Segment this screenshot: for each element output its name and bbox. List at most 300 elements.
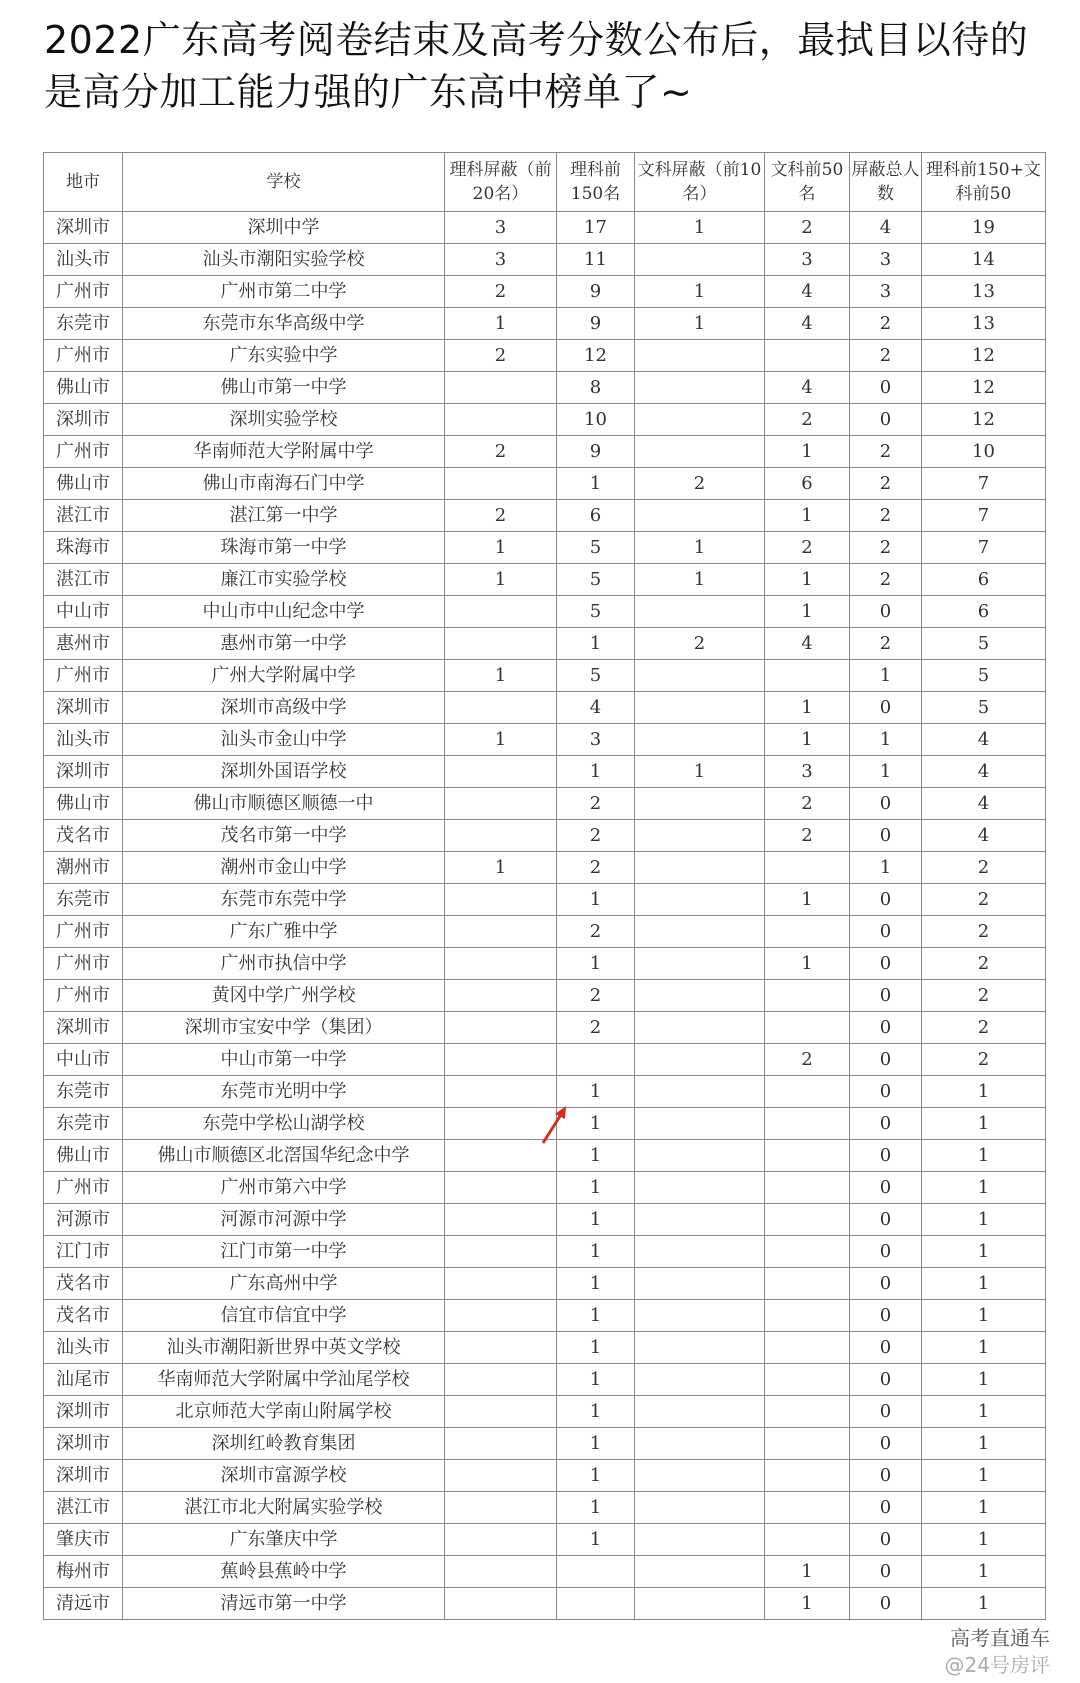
cell-combined-total: 1 bbox=[922, 1076, 1046, 1108]
table-row bbox=[44, 244, 1046, 276]
cell-sci-shielded bbox=[445, 1012, 557, 1044]
cell-shielded-total: 0 bbox=[850, 372, 922, 404]
cell-arts-top50: 1 bbox=[765, 884, 850, 916]
cell-school: 湛江第一中学 bbox=[123, 500, 445, 532]
cell-school: 佛山市顺德区北滘国华纪念中学 bbox=[123, 1140, 445, 1172]
cell-sci-shielded bbox=[445, 1428, 557, 1460]
cell-shielded-total: 0 bbox=[850, 404, 922, 436]
cell-sci-shielded bbox=[445, 884, 557, 916]
cell-arts-top50 bbox=[765, 980, 850, 1012]
cell-sci-shielded bbox=[445, 1332, 557, 1364]
cell-arts-shielded bbox=[635, 1268, 765, 1300]
cell-shielded-total: 2 bbox=[850, 340, 922, 372]
table-row bbox=[44, 1044, 1046, 1076]
cell-shielded-total: 0 bbox=[850, 1364, 922, 1396]
school-ranking-table bbox=[43, 152, 1046, 1620]
cell-shielded-total: 0 bbox=[850, 1044, 922, 1076]
cell-combined-total: 1 bbox=[922, 1460, 1046, 1492]
cell-school: 黄冈中学广州学校 bbox=[123, 980, 445, 1012]
cell-sci-shielded bbox=[445, 1556, 557, 1588]
table-row bbox=[44, 1204, 1046, 1236]
cell-sci-top150: 3 bbox=[557, 724, 635, 756]
cell-school: 中山市中山纪念中学 bbox=[123, 596, 445, 628]
cell-arts-top50: 1 bbox=[765, 1556, 850, 1588]
cell-sci-shielded bbox=[445, 1268, 557, 1300]
cell-city: 佛山市 bbox=[44, 1140, 123, 1172]
cell-sci-shielded: 2 bbox=[445, 340, 557, 372]
cell-combined-total: 1 bbox=[922, 1140, 1046, 1172]
cell-arts-top50 bbox=[765, 1140, 850, 1172]
cell-city: 汕头市 bbox=[44, 244, 123, 276]
cell-arts-top50: 1 bbox=[765, 436, 850, 468]
cell-school: 佛山市顺德区顺德一中 bbox=[123, 788, 445, 820]
cell-arts-shielded bbox=[635, 1108, 765, 1140]
cell-shielded-total: 0 bbox=[850, 1172, 922, 1204]
cell-shielded-total: 0 bbox=[850, 1492, 922, 1524]
cell-combined-total: 2 bbox=[922, 980, 1046, 1012]
cell-sci-shielded bbox=[445, 788, 557, 820]
cell-arts-top50 bbox=[765, 660, 850, 692]
cell-sci-top150: 1 bbox=[557, 1076, 635, 1108]
cell-combined-total: 1 bbox=[922, 1396, 1046, 1428]
cell-sci-top150: 17 bbox=[557, 212, 635, 244]
cell-school: 深圳红岭教育集团 bbox=[123, 1428, 445, 1460]
table-row bbox=[44, 1588, 1046, 1620]
table-row bbox=[44, 1012, 1046, 1044]
cell-combined-total: 1 bbox=[922, 1588, 1046, 1620]
cell-school: 信宜市信宜中学 bbox=[123, 1300, 445, 1332]
cell-arts-top50: 1 bbox=[765, 564, 850, 596]
cell-arts-top50: 3 bbox=[765, 244, 850, 276]
cell-arts-top50: 4 bbox=[765, 628, 850, 660]
header-sci-top150: 理科前150名 bbox=[557, 153, 635, 212]
table-row bbox=[44, 276, 1046, 308]
cell-city: 广州市 bbox=[44, 660, 123, 692]
cell-combined-total: 1 bbox=[922, 1524, 1046, 1556]
cell-school: 东莞市光明中学 bbox=[123, 1076, 445, 1108]
cell-arts-top50: 6 bbox=[765, 468, 850, 500]
cell-shielded-total: 0 bbox=[850, 820, 922, 852]
cell-sci-top150: 5 bbox=[557, 564, 635, 596]
cell-shielded-total: 2 bbox=[850, 628, 922, 660]
cell-sci-top150 bbox=[557, 1044, 635, 1076]
cell-arts-top50: 1 bbox=[765, 1588, 850, 1620]
table-row bbox=[44, 1524, 1046, 1556]
cell-shielded-total: 0 bbox=[850, 788, 922, 820]
cell-city: 深圳市 bbox=[44, 1460, 123, 1492]
cell-sci-shielded bbox=[445, 1364, 557, 1396]
table-row bbox=[44, 1556, 1046, 1588]
cell-combined-total: 13 bbox=[922, 276, 1046, 308]
cell-arts-top50: 3 bbox=[765, 756, 850, 788]
cell-arts-shielded bbox=[635, 724, 765, 756]
table-row bbox=[44, 596, 1046, 628]
cell-city: 汕头市 bbox=[44, 1332, 123, 1364]
cell-arts-top50: 2 bbox=[765, 532, 850, 564]
cell-combined-total: 1 bbox=[922, 1204, 1046, 1236]
cell-shielded-total: 0 bbox=[850, 1140, 922, 1172]
cell-sci-top150: 6 bbox=[557, 500, 635, 532]
cell-arts-shielded: 1 bbox=[635, 532, 765, 564]
cell-arts-shielded bbox=[635, 596, 765, 628]
cell-sci-shielded bbox=[445, 1300, 557, 1332]
cell-school: 汕头市潮阳新世界中英文学校 bbox=[123, 1332, 445, 1364]
cell-city: 深圳市 bbox=[44, 756, 123, 788]
cell-school: 东莞市东华高级中学 bbox=[123, 308, 445, 340]
cell-school: 深圳中学 bbox=[123, 212, 445, 244]
cell-arts-top50: 1 bbox=[765, 948, 850, 980]
cell-city: 肇庆市 bbox=[44, 1524, 123, 1556]
cell-city: 广州市 bbox=[44, 948, 123, 980]
cell-school: 广东实验中学 bbox=[123, 340, 445, 372]
cell-sci-shielded bbox=[445, 1588, 557, 1620]
cell-city: 广州市 bbox=[44, 980, 123, 1012]
cell-arts-shielded bbox=[635, 884, 765, 916]
header-arts-top50: 文科前50名 bbox=[765, 153, 850, 212]
cell-arts-top50 bbox=[765, 1268, 850, 1300]
cell-shielded-total: 0 bbox=[850, 1588, 922, 1620]
cell-sci-shielded: 1 bbox=[445, 308, 557, 340]
cell-arts-top50 bbox=[765, 1012, 850, 1044]
cell-school: 北京师范大学南山附属学校 bbox=[123, 1396, 445, 1428]
cell-shielded-total: 2 bbox=[850, 564, 922, 596]
cell-combined-total: 6 bbox=[922, 564, 1046, 596]
cell-shielded-total: 1 bbox=[850, 756, 922, 788]
cell-arts-shielded bbox=[635, 1428, 765, 1460]
cell-arts-top50: 2 bbox=[765, 820, 850, 852]
cell-city: 广州市 bbox=[44, 340, 123, 372]
cell-sci-shielded bbox=[445, 1492, 557, 1524]
cell-shielded-total: 0 bbox=[850, 1108, 922, 1140]
cell-arts-shielded: 1 bbox=[635, 276, 765, 308]
cell-shielded-total: 0 bbox=[850, 1012, 922, 1044]
cell-sci-shielded bbox=[445, 692, 557, 724]
cell-arts-shielded: 1 bbox=[635, 308, 765, 340]
cell-arts-shielded bbox=[635, 660, 765, 692]
table-header-row bbox=[44, 153, 1046, 212]
cell-shielded-total: 0 bbox=[850, 1076, 922, 1108]
cell-school: 东莞市东莞中学 bbox=[123, 884, 445, 916]
cell-combined-total: 2 bbox=[922, 852, 1046, 884]
cell-sci-top150: 1 bbox=[557, 1236, 635, 1268]
cell-sci-top150: 2 bbox=[557, 852, 635, 884]
cell-city: 惠州市 bbox=[44, 628, 123, 660]
table-row bbox=[44, 564, 1046, 596]
cell-sci-top150: 2 bbox=[557, 820, 635, 852]
cell-sci-top150: 2 bbox=[557, 788, 635, 820]
cell-sci-top150: 1 bbox=[557, 1396, 635, 1428]
table-row bbox=[44, 820, 1046, 852]
cell-city: 广州市 bbox=[44, 436, 123, 468]
cell-combined-total: 2 bbox=[922, 916, 1046, 948]
watermark-source: 高考直通车 bbox=[950, 1626, 1050, 1650]
cell-sci-top150 bbox=[557, 1556, 635, 1588]
cell-sci-shielded: 1 bbox=[445, 724, 557, 756]
cell-arts-shielded bbox=[635, 820, 765, 852]
cell-shielded-total: 0 bbox=[850, 1524, 922, 1556]
cell-arts-top50 bbox=[765, 916, 850, 948]
cell-shielded-total: 0 bbox=[850, 1428, 922, 1460]
cell-combined-total: 1 bbox=[922, 1332, 1046, 1364]
cell-arts-shielded bbox=[635, 692, 765, 724]
cell-sci-top150: 1 bbox=[557, 1524, 635, 1556]
cell-school: 深圳市高级中学 bbox=[123, 692, 445, 724]
cell-combined-total: 2 bbox=[922, 948, 1046, 980]
cell-shielded-total: 0 bbox=[850, 1300, 922, 1332]
table-row bbox=[44, 1172, 1046, 1204]
cell-city: 梅州市 bbox=[44, 1556, 123, 1588]
cell-city: 湛江市 bbox=[44, 564, 123, 596]
cell-arts-top50 bbox=[765, 340, 850, 372]
cell-combined-total: 1 bbox=[922, 1108, 1046, 1140]
cell-arts-shielded: 1 bbox=[635, 564, 765, 596]
header-sci-shielded: 理科屏蔽（前20名） bbox=[445, 153, 557, 212]
table-row bbox=[44, 1492, 1046, 1524]
cell-school: 惠州市第一中学 bbox=[123, 628, 445, 660]
cell-sci-top150: 1 bbox=[557, 1492, 635, 1524]
table-row bbox=[44, 980, 1046, 1012]
cell-arts-top50: 2 bbox=[765, 788, 850, 820]
cell-combined-total: 4 bbox=[922, 788, 1046, 820]
cell-city: 汕头市 bbox=[44, 724, 123, 756]
table-row bbox=[44, 308, 1046, 340]
cell-arts-shielded bbox=[635, 1492, 765, 1524]
cell-sci-top150: 9 bbox=[557, 276, 635, 308]
cell-sci-top150: 9 bbox=[557, 436, 635, 468]
cell-combined-total: 10 bbox=[922, 436, 1046, 468]
cell-sci-top150: 11 bbox=[557, 244, 635, 276]
cell-sci-shielded: 3 bbox=[445, 244, 557, 276]
cell-sci-shielded: 1 bbox=[445, 532, 557, 564]
cell-sci-top150: 9 bbox=[557, 308, 635, 340]
cell-school: 广州市执信中学 bbox=[123, 948, 445, 980]
cell-arts-top50: 4 bbox=[765, 276, 850, 308]
cell-arts-top50: 1 bbox=[765, 596, 850, 628]
cell-city: 东莞市 bbox=[44, 1108, 123, 1140]
cell-arts-top50: 2 bbox=[765, 404, 850, 436]
header-combined-total: 理科前150+文科前50 bbox=[922, 153, 1046, 212]
cell-school: 廉江市实验学校 bbox=[123, 564, 445, 596]
cell-sci-shielded bbox=[445, 1044, 557, 1076]
cell-sci-top150: 1 bbox=[557, 1364, 635, 1396]
cell-shielded-total: 2 bbox=[850, 468, 922, 500]
cell-shielded-total: 0 bbox=[850, 1236, 922, 1268]
cell-sci-top150: 1 bbox=[557, 1108, 635, 1140]
table-row bbox=[44, 724, 1046, 756]
cell-combined-total: 12 bbox=[922, 340, 1046, 372]
cell-sci-top150: 1 bbox=[557, 884, 635, 916]
table-row bbox=[44, 692, 1046, 724]
cell-arts-top50 bbox=[765, 1428, 850, 1460]
table-row bbox=[44, 788, 1046, 820]
table-row bbox=[44, 500, 1046, 532]
cell-school: 潮州市金山中学 bbox=[123, 852, 445, 884]
cell-sci-top150: 5 bbox=[557, 660, 635, 692]
cell-arts-shielded: 1 bbox=[635, 212, 765, 244]
cell-combined-total: 7 bbox=[922, 468, 1046, 500]
cell-combined-total: 2 bbox=[922, 884, 1046, 916]
cell-city: 深圳市 bbox=[44, 1396, 123, 1428]
cell-shielded-total: 0 bbox=[850, 692, 922, 724]
cell-arts-top50 bbox=[765, 1236, 850, 1268]
cell-school: 广东高州中学 bbox=[123, 1268, 445, 1300]
cell-combined-total: 1 bbox=[922, 1428, 1046, 1460]
cell-sci-top150: 2 bbox=[557, 1012, 635, 1044]
cell-arts-shielded bbox=[635, 1364, 765, 1396]
cell-city: 深圳市 bbox=[44, 1012, 123, 1044]
cell-city: 汕尾市 bbox=[44, 1364, 123, 1396]
cell-city: 佛山市 bbox=[44, 788, 123, 820]
cell-arts-shielded bbox=[635, 1076, 765, 1108]
cell-sci-top150: 12 bbox=[557, 340, 635, 372]
cell-sci-top150: 8 bbox=[557, 372, 635, 404]
cell-city: 茂名市 bbox=[44, 1300, 123, 1332]
cell-city: 深圳市 bbox=[44, 404, 123, 436]
table-row bbox=[44, 532, 1046, 564]
cell-city: 中山市 bbox=[44, 1044, 123, 1076]
cell-arts-shielded bbox=[635, 1556, 765, 1588]
header-city: 地市 bbox=[44, 153, 123, 212]
cell-city: 广州市 bbox=[44, 276, 123, 308]
cell-sci-shielded bbox=[445, 596, 557, 628]
cell-school: 佛山市第一中学 bbox=[123, 372, 445, 404]
cell-combined-total: 1 bbox=[922, 1236, 1046, 1268]
table-row bbox=[44, 852, 1046, 884]
cell-sci-shielded bbox=[445, 756, 557, 788]
cell-school: 广东肇庆中学 bbox=[123, 1524, 445, 1556]
cell-shielded-total: 0 bbox=[850, 1460, 922, 1492]
table-row bbox=[44, 756, 1046, 788]
cell-sci-top150: 4 bbox=[557, 692, 635, 724]
cell-sci-shielded: 1 bbox=[445, 660, 557, 692]
cell-city: 湛江市 bbox=[44, 1492, 123, 1524]
cell-city: 清远市 bbox=[44, 1588, 123, 1620]
cell-shielded-total: 0 bbox=[850, 1396, 922, 1428]
cell-combined-total: 7 bbox=[922, 500, 1046, 532]
cell-school: 东莞中学松山湖学校 bbox=[123, 1108, 445, 1140]
cell-arts-top50 bbox=[765, 1524, 850, 1556]
cell-arts-top50 bbox=[765, 1396, 850, 1428]
cell-city: 佛山市 bbox=[44, 372, 123, 404]
table-row bbox=[44, 1332, 1046, 1364]
cell-shielded-total: 3 bbox=[850, 244, 922, 276]
cell-school: 广州市第二中学 bbox=[123, 276, 445, 308]
cell-school: 佛山市南海石门中学 bbox=[123, 468, 445, 500]
cell-sci-shielded bbox=[445, 1460, 557, 1492]
cell-arts-top50 bbox=[765, 1492, 850, 1524]
cell-sci-top150: 1 bbox=[557, 1268, 635, 1300]
cell-city: 深圳市 bbox=[44, 692, 123, 724]
cell-sci-top150: 10 bbox=[557, 404, 635, 436]
cell-combined-total: 5 bbox=[922, 692, 1046, 724]
table-row bbox=[44, 916, 1046, 948]
cell-sci-shielded bbox=[445, 1204, 557, 1236]
cell-school: 汕头市潮阳实验学校 bbox=[123, 244, 445, 276]
table-row bbox=[44, 1364, 1046, 1396]
header-shielded-total: 屏蔽总人数 bbox=[850, 153, 922, 212]
cell-combined-total: 5 bbox=[922, 628, 1046, 660]
cell-school: 湛江市北大附属实验学校 bbox=[123, 1492, 445, 1524]
cell-arts-top50: 4 bbox=[765, 372, 850, 404]
red-arrow-icon bbox=[540, 1105, 570, 1145]
cell-arts-shielded bbox=[635, 436, 765, 468]
cell-arts-shielded bbox=[635, 1332, 765, 1364]
cell-sci-top150: 1 bbox=[557, 1332, 635, 1364]
cell-arts-shielded bbox=[635, 948, 765, 980]
cell-sci-shielded bbox=[445, 372, 557, 404]
cell-arts-top50 bbox=[765, 1204, 850, 1236]
cell-sci-shielded bbox=[445, 820, 557, 852]
table-row bbox=[44, 1396, 1046, 1428]
cell-city: 东莞市 bbox=[44, 1076, 123, 1108]
cell-sci-top150: 1 bbox=[557, 1460, 635, 1492]
cell-arts-shielded: 2 bbox=[635, 468, 765, 500]
cell-school: 深圳市富源学校 bbox=[123, 1460, 445, 1492]
table-row bbox=[44, 372, 1046, 404]
cell-arts-top50 bbox=[765, 1364, 850, 1396]
cell-sci-top150: 1 bbox=[557, 1140, 635, 1172]
cell-sci-top150: 5 bbox=[557, 532, 635, 564]
cell-combined-total: 1 bbox=[922, 1364, 1046, 1396]
table-row bbox=[44, 628, 1046, 660]
cell-arts-shielded bbox=[635, 1524, 765, 1556]
cell-arts-top50 bbox=[765, 1300, 850, 1332]
cell-sci-shielded bbox=[445, 1396, 557, 1428]
cell-sci-shielded bbox=[445, 468, 557, 500]
cell-sci-top150: 2 bbox=[557, 980, 635, 1012]
cell-sci-shielded bbox=[445, 404, 557, 436]
cell-shielded-total: 0 bbox=[850, 948, 922, 980]
cell-combined-total: 12 bbox=[922, 372, 1046, 404]
cell-city: 广州市 bbox=[44, 916, 123, 948]
cell-sci-shielded: 2 bbox=[445, 436, 557, 468]
cell-sci-shielded: 3 bbox=[445, 212, 557, 244]
cell-arts-top50: 2 bbox=[765, 212, 850, 244]
cell-arts-shielded bbox=[635, 852, 765, 884]
cell-shielded-total: 4 bbox=[850, 212, 922, 244]
cell-city: 河源市 bbox=[44, 1204, 123, 1236]
cell-arts-shielded bbox=[635, 1300, 765, 1332]
cell-school: 深圳实验学校 bbox=[123, 404, 445, 436]
cell-school: 蕉岭县蕉岭中学 bbox=[123, 1556, 445, 1588]
cell-sci-shielded bbox=[445, 916, 557, 948]
cell-combined-total: 1 bbox=[922, 1492, 1046, 1524]
cell-shielded-total: 2 bbox=[850, 308, 922, 340]
cell-arts-shielded: 1 bbox=[635, 756, 765, 788]
cell-arts-shielded bbox=[635, 1172, 765, 1204]
cell-city: 珠海市 bbox=[44, 532, 123, 564]
cell-sci-shielded bbox=[445, 1524, 557, 1556]
cell-arts-shielded bbox=[635, 404, 765, 436]
table-row bbox=[44, 1236, 1046, 1268]
cell-combined-total: 6 bbox=[922, 596, 1046, 628]
cell-arts-top50 bbox=[765, 1108, 850, 1140]
cell-arts-shielded bbox=[635, 1044, 765, 1076]
cell-arts-top50: 1 bbox=[765, 500, 850, 532]
cell-city: 东莞市 bbox=[44, 308, 123, 340]
cell-sci-top150: 1 bbox=[557, 1300, 635, 1332]
table-row bbox=[44, 468, 1046, 500]
cell-city: 深圳市 bbox=[44, 1428, 123, 1460]
cell-shielded-total: 0 bbox=[850, 1204, 922, 1236]
header-school: 学校 bbox=[123, 153, 445, 212]
table-row bbox=[44, 660, 1046, 692]
cell-shielded-total: 0 bbox=[850, 596, 922, 628]
cell-city: 中山市 bbox=[44, 596, 123, 628]
cell-arts-top50: 2 bbox=[765, 1044, 850, 1076]
cell-school: 汕头市金山中学 bbox=[123, 724, 445, 756]
header-arts-shielded: 文科屏蔽（前10名） bbox=[635, 153, 765, 212]
